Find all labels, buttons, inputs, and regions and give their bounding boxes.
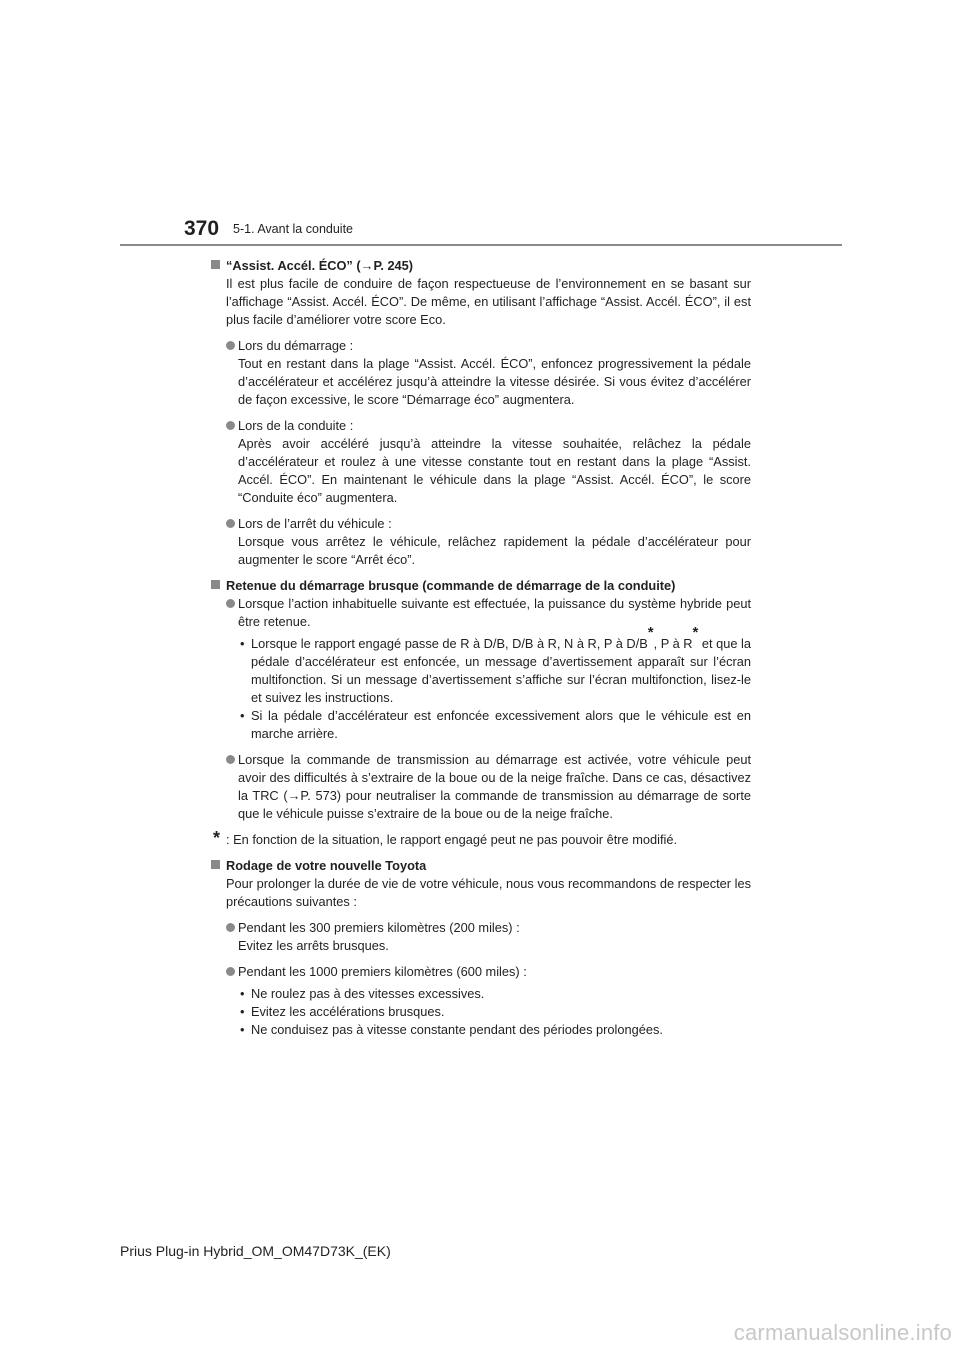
- watermark-text: carmanualsonline.info: [733, 1320, 952, 1345]
- item-title: Lors du démarrage :: [238, 338, 354, 353]
- item-title: Lors de la conduite :: [238, 418, 354, 433]
- paragraph: Il est plus facile de conduire de façon respectueuse de l’environnement en se basant sur l’affichage “Assist. Accél. ÉCO”. De même, en utilisant l’affichage “Assist. Accél. ÉCO”, il est plus facile d’améliorer votre score Eco.: [226, 276, 751, 327]
- header-rule: [120, 244, 842, 246]
- section-eco-assist: [211, 257, 751, 275]
- list-item: [226, 919, 751, 955]
- list-item: [226, 963, 751, 1039]
- section-rodage-body: [211, 875, 751, 1039]
- sub-bullet-item: • Si la pédale d’accélérateur est enfoncée excessivement alors que le véhicule est en marche arrière.: [238, 707, 751, 743]
- list-item: [226, 337, 751, 409]
- square-bullet-icon: [211, 260, 220, 269]
- circle-bullet-icon: [226, 755, 235, 764]
- item-text: Lorsque l’action inhabituelle suivante est effectuée, la puissance du système hybride peut être retenue.: [238, 596, 751, 629]
- sub-bullet-list: [238, 624, 752, 743]
- item-title: Lors de l’arrêt du véhicule :: [238, 516, 392, 531]
- bullet-text-part: Lorsque le rapport engagé passe de R à D/B, D/B à R, N à R, P à D/B: [251, 636, 648, 651]
- bullet-text-part: et que la pédale d’accélérateur est enfoncée, un message d’avertissement apparaît sur l’écran multifonction. Si un message d’avertissement s’affiche sur l’écran multifonction, lisez-le et suivez les instructions.: [251, 636, 752, 705]
- item-text: Lorsque vous arrêtez le véhicule, relâchez rapidement la pédale d’accélérateur pour augmenter le score “Arrêt éco”.: [238, 534, 751, 567]
- asterisk-mark: *: [213, 828, 221, 848]
- list-item: [226, 751, 751, 823]
- asterisk-mark: *: [692, 624, 699, 641]
- item-text: Lorsque la commande de transmission au démarrage est activée, votre véhicule peut avoir des difficultés à s’extraire de la boue ou de la neige fraîche. Dans ce cas, désactivez la TRC (→P. 573) pour neutraliser la commande de transmission au démarrage de sorte que le véhicule puisse s’extraire de la boue ou de la neige fraîche.: [238, 752, 751, 821]
- page-number: 370: [184, 217, 220, 240]
- circle-bullet-icon: [226, 923, 235, 932]
- section-heading: “Assist. Accél. ÉCO” (→P. 245): [226, 258, 414, 273]
- section-rodage: [211, 857, 751, 875]
- list-item: [226, 595, 751, 743]
- section-retenue-body: [211, 595, 751, 823]
- square-bullet-icon: [211, 860, 220, 869]
- sub-bullet-item: • Evitez les accélérations brusques.: [238, 1003, 751, 1021]
- section-heading: Rodage de votre nouvelle Toyota: [226, 858, 427, 873]
- sub-bullet-item: • Ne conduisez pas à vitesse constante pendant des périodes prolongées.: [238, 1021, 751, 1039]
- sub-bullet-item: • Ne roulez pas à des vitesses excessives.: [238, 985, 751, 1003]
- page-content: [211, 257, 751, 1047]
- asterisk-mark: *: [647, 624, 654, 641]
- sub-bullet-item: [238, 624, 752, 707]
- section-heading: Retenue du démarrage brusque (commande de démarrage de la conduite): [226, 578, 676, 593]
- circle-bullet-icon: [226, 519, 235, 528]
- item-text: Evitez les arrêts brusques.: [238, 938, 389, 953]
- bullet-text-part: , P à R: [653, 636, 693, 651]
- item-title: Pendant les 1000 premiers kilomètres (600 miles) :: [238, 964, 527, 979]
- list-item: [226, 417, 751, 507]
- item-title: Pendant les 300 premiers kilomètres (200 miles) :: [238, 920, 520, 935]
- section-retenue: [211, 577, 751, 595]
- circle-bullet-icon: [226, 421, 235, 430]
- circle-bullet-icon: [226, 967, 235, 976]
- square-bullet-icon: [211, 580, 220, 589]
- list-item: [226, 515, 751, 569]
- section-title: 5-1. Avant la conduite: [233, 222, 353, 236]
- sub-bullet-list: [238, 985, 751, 1039]
- item-text: Tout en restant dans la plage “Assist. Accél. ÉCO”, enfoncez progressivement la pédale d’accélérateur et accélérez jusqu’à atteindre la vitesse désirée. Si vous évitez d’accélérer de façon excessive, le score “Démarrage éco” augmentera.: [238, 356, 751, 407]
- section-eco-assist-body: [211, 275, 751, 569]
- circle-bullet-icon: [226, 599, 235, 608]
- circle-bullet-icon: [226, 341, 235, 350]
- item-text: Après avoir accéléré jusqu’à atteindre la vitesse souhaitée, relâchez la pédale d’accélérateur et roulez à une vitesse constante tout en restant dans la plage “Assist. Accél. ÉCO”. En maintenant le véhicule dans la plage “Assist. Accél. ÉCO”, le score “Conduite éco” augmentera.: [238, 436, 751, 505]
- footnote: [211, 828, 751, 849]
- document-id: Prius Plug-in Hybrid_OM_OM47D73K_(EK): [120, 1243, 391, 1259]
- paragraph: Pour prolonger la durée de vie de votre véhicule, nous vous recommandons de respecter les précautions suivantes :: [226, 876, 751, 909]
- footnote-text: : En fonction de la situation, le rapport engagé peut ne pas pouvoir être modifié.: [226, 832, 678, 847]
